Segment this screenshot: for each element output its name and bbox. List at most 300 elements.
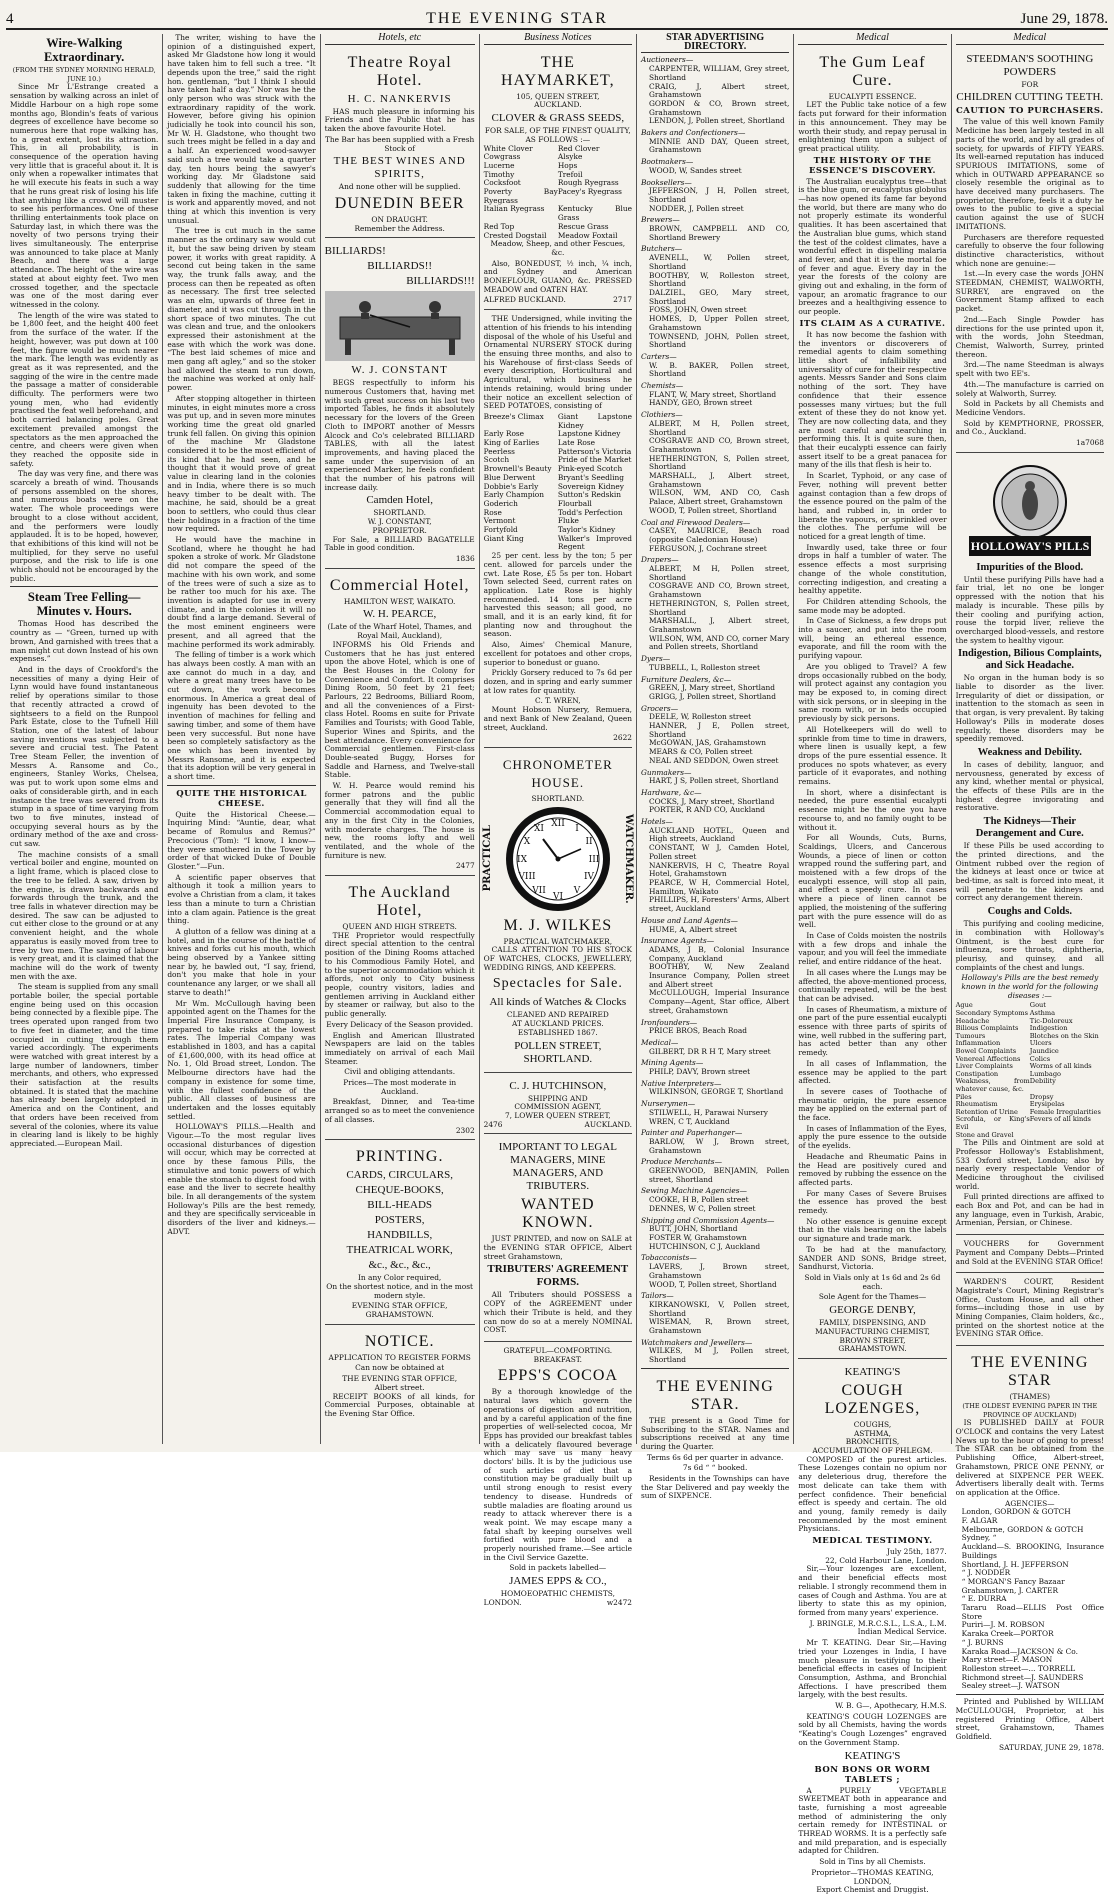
ad-text: HAMILTON WEST, WAIKATO.	[343, 596, 456, 606]
ad-text: In Scarlet, Typhoid, or any case of Fever, nothing will prevent better against contagion than a few drops of the essence poured on the palm of the hand, and rubbed in, in order to liberate the vapours, or sprinkled over the clothes. The perfume will be noticed for a great length of time.	[798, 471, 947, 542]
directory-category: Booksellers—	[640, 177, 692, 187]
seed-item: Red Top	[483, 221, 515, 231]
ad-text: BROWN STREET,	[839, 1335, 906, 1345]
ad-title: Camden Hotel,	[366, 494, 433, 507]
disease-item: Debility	[1029, 1077, 1056, 1086]
ad-title: THE EVENING STAR	[971, 1354, 1089, 1390]
directory-entry: HETHERINGTON, S, Pollen street, Shortland	[648, 598, 790, 617]
potato-item: Giant King	[483, 533, 524, 543]
ad-holloway	[956, 455, 1104, 1235]
ad-text: THE Undersigned, while inviting the attention of his friends to his intending disposal of the whole of his Useful and Ornamental NURSERY STOCK during the ensuing three months, and also to his Warehouse of first-class Seeds of every description, Horticultural and Agricultural, which business he intends retaining, would bring under their notice an excellent selection of SEED POTATOES, consisting of	[483, 314, 632, 411]
ad-text: EUCALYPTI ESSENCE.	[828, 91, 917, 101]
ad-printing	[325, 1142, 475, 1325]
svg-text:IV: IV	[583, 871, 594, 882]
column-header: Medical	[798, 34, 946, 45]
newspaper-title: THE EVENING STAR	[426, 10, 608, 27]
ad-sign: C. T. WREN,	[535, 696, 581, 706]
svg-text:X: X	[523, 836, 531, 847]
directory-entry: FERGUSON, J, Cochrane street	[648, 543, 767, 553]
disease-item: Fevers of all kinds	[1029, 1115, 1091, 1124]
ad-text: AUCKLAND.	[584, 1119, 632, 1129]
potato-item: Goderich	[483, 498, 518, 508]
seed-item: Lucerne	[483, 160, 515, 170]
ad-title: The Auckland Hotel,	[348, 884, 451, 920]
directory-category: Sewing Machine Agencies—	[640, 1186, 747, 1196]
ad-text: The Bar has been supplied with a Fresh Stock of	[324, 134, 475, 153]
seed-item: Poverty Bay Ryegrass	[483, 187, 558, 205]
seed-item: Pacey's Ryegrass	[557, 187, 622, 197]
ad-text: THEATRICAL WORK,	[346, 1244, 453, 1257]
ad-text: FOR	[1021, 79, 1039, 89]
ad-text: DUNEDIN BEER	[334, 194, 465, 212]
article-paragraph: Since Mr L'Estrange created a sensation by walking across an inlet of Middle Harbour on a high rope some months ago, Blondin's feats of various degrees of excellence have become so numerous here that rope walking has, to a great extent, lost its attraction. This, in all probability, is in consequence of the operation having very little that is graceful about it. It is only when a ropewalker intimates that he will execute his feats in such a way that he runs great risk of losing his life that anything like a crowd will muster to see his performances. One of these thrilling entertainments took place on Saturday last, in which there was the novelty of two persons trying their lives simultaneously. The enterprise was announced to take place at Manly Beach, and there was a large attendance. The height of the wire was stated at about eighty feet. Two men crossed together, and the spectacle was one of the most daring ever witnessed in the colony.	[10, 82, 159, 309]
potato-item: Pride of the Market	[557, 455, 632, 465]
disease-item: Venereal Affections	[955, 1054, 1021, 1063]
ad-vouchers	[956, 1237, 1104, 1273]
directory-entry: TUBBELL, L, Rolleston street	[648, 662, 760, 672]
ad-text: BRONCHITIS,	[845, 1437, 900, 1447]
disease-list	[956, 1002, 1104, 1139]
ad-title: NOTICE.	[364, 1332, 435, 1350]
ad-text: Sold by KEMPTHORNE, PROSSER, and Co., Auckland.	[955, 418, 1104, 437]
directory-entry: WILKES, M J, Pollen street, Shortland	[648, 1346, 790, 1365]
ad-text: Every Delicacy of the Season provided.	[326, 1019, 474, 1029]
disease-item: Tumours	[955, 1031, 986, 1040]
disease-item: Lumbago	[1029, 1069, 1062, 1078]
agent-entry: Rolleston street—... TORRELL	[961, 1663, 1076, 1673]
directory-entry: KIRKANOWSKI, V, Pollen street, Shortland	[648, 1299, 790, 1318]
ad-commercial-hotel	[325, 571, 475, 876]
ad-text: HANDBILLS,	[367, 1229, 433, 1242]
directory-entry: WILKINSON, GEORGE T, Shortland	[648, 1087, 784, 1097]
directory-entry: ALBERT, M H, Pollen street, Shortland	[648, 418, 790, 437]
divider	[956, 1694, 1104, 1695]
ad-text: Full printed directions are affixed to each Box and Pot, and can be had in any language, even in Turkish, Arabic, Armenian, Persian, or Chinese.	[955, 1192, 1104, 1228]
directory-entry: PRICE BROS, Beach Road	[648, 1026, 748, 1036]
column-5	[637, 32, 794, 1501]
ad-sign: ALFRED BUCKLAND.	[483, 295, 566, 305]
ad-text: Residents in the Townships can have the Star Delivered and pay weekly the sum of SIXPENCE.	[640, 1474, 790, 1501]
ad-text: Sole Agent for the Thames—	[818, 1292, 927, 1302]
disease-item: Blotches on the Skin	[1029, 1031, 1099, 1040]
ad-text: AUCKLAND.	[534, 100, 582, 110]
ad-text: Holloway's Pills are the best remedy known in the world for the following diseases :—	[961, 973, 1099, 1000]
potato-item: Early Rose	[483, 429, 525, 439]
disease-item: Secondary Symptoms	[955, 1009, 1029, 1018]
article-paragraph: Quite the Historical Cheese.—Inquiring Mind: “Auntie, dear, what became of Romulus and Remus?” Precocious ('Tom): “I know, I know—they were smothered in the Tower by order of that wicked Duke of Double Gloster.”—Fun.	[167, 809, 316, 871]
ad-text: JUST PRINTED, and now on SALE at the EVENING STAR OFFICE, Albert street Grahamstown,	[483, 1234, 632, 1261]
hygeia-seal-icon	[965, 462, 1095, 558]
ad-text: 7, LOWER QUEEN STREET,	[504, 1110, 611, 1120]
ad-name: M. J. WILKES	[503, 916, 613, 934]
ad-title: BILLIARDS!!	[367, 260, 433, 273]
directory-entry: FOSTER W, Grahamstown	[648, 1233, 747, 1242]
ad-text: Sir,—Your lozenges are excellent, and their beneficial effects most reliable. I strongly recommend them in cases of Cough and Asthma. You are at liberty to state this as my opinion, formed from many years' experience.	[798, 1564, 947, 1617]
ad-title: Spectacles for Sale.	[492, 976, 623, 992]
ad-text: Sold in Vials only at 1s 6d and 2s 6d each.	[804, 1273, 941, 1291]
directory-entry: LAVERS, J, Brown street, Grahamstown	[648, 1262, 790, 1280]
ad-epps-cocoa	[484, 1344, 632, 1612]
agent-entry: Grahamstown, J. CARTER	[961, 1585, 1059, 1595]
ad-text: SHORTLAND.	[373, 508, 426, 518]
svg-text:VI: VI	[552, 891, 563, 902]
ad-number: 2717	[613, 295, 632, 305]
seed-item: Italian Ryegrass	[483, 204, 545, 214]
seed-item: Trefoil	[557, 169, 583, 179]
directory-entry: WOOD, T, Pollen street, Shortland	[648, 1279, 777, 1289]
ad-text: In cases of Inflammation of the Eyes, apply the pure essence to the outside of the eyelids.	[798, 1123, 947, 1151]
seed-item: Kentucky Blue Grass	[557, 204, 632, 223]
disease-item: Headache	[955, 1016, 990, 1025]
ad-subtitle: Coughs and Colds.	[987, 906, 1072, 918]
ad-text: POLLEN STREET, SHORTLAND.	[514, 1039, 602, 1065]
ad-title: BILLIARDS!	[324, 245, 386, 258]
ad-title: STEEDMAN'S SOOTHING POWDERS	[966, 52, 1094, 78]
ad-text: CHEQUE-BOOKS,	[355, 1184, 444, 1197]
directory-entry: HART, J S, Pollen street, Shortland	[648, 776, 779, 786]
ad-text: GRAHAMSTOWN.	[838, 1344, 907, 1354]
directory-entry: BUTT, JOHN, Shortland	[648, 1224, 738, 1234]
article-title-wire-walking: Wire-Walking Extraordinary.	[44, 36, 125, 64]
ad-title: BILLIARDS!!!	[406, 275, 475, 288]
column-1	[6, 34, 163, 1444]
directory-entry: FLANT, W, Mary street, Shortland	[648, 389, 777, 399]
masthead	[6, 6, 1108, 30]
directory-category: Insurance Agents—	[640, 936, 715, 946]
potato-item: Pink-eyed Scotch	[557, 464, 623, 474]
disease-item: Colics	[1029, 1054, 1051, 1063]
disease-item: Worms of all kinds	[1029, 1062, 1092, 1071]
article-paragraph: He would have the machine in Scotland, where he thought he had spoken a stroke of work. Mr Gladstone did not compare the speed of the machine with his own work, and some of the trees were of such a size as to be rather too much for his axe. The invention is adapted for use in every climate, and in the colonies it will no doubt find a large demand. Several of the most eminent engineers were present, and all agreed that the machine performed its work admirably.	[167, 535, 316, 649]
article-paragraph: The day was very fine, and there was scarcely a breath of wind. Thousands of persons assembled on the shores, and numerous boats were on the water. The whole proceedings were brought to a close without accident, and the performers were loudly applauded. It is to be hoped, however, that exhibitions of this kind will not be multiplied, for they serve no useful purpose, and the risk to life is one which should not be encouraged by the public.	[10, 469, 159, 583]
article-paragraph: The machine consists of a small vertical boiler and engine, mounted on a light frame, which is placed close to the tree to be felled. A saw, driven by the engine, is drawn backwards and forwards through the trunk, and the tree falls in whatever direction may be desired. The saw can be adjusted to cut either close to the ground or at any convenient height, and the whole apparatus is easily moved from tree to tree by two men. The saving of labour is very great, and it is claimed that the machine will do the work of twenty men with the axe.	[10, 849, 159, 981]
svg-text:VII: VII	[532, 885, 546, 896]
ad-text: HOMOEOPATHIC CHEMISTS,	[500, 1589, 615, 1599]
ad-text: QUEEN AND HIGH STREETS.	[342, 922, 457, 932]
ad-warden	[956, 1275, 1104, 1346]
potato-item: Vermont	[483, 516, 516, 526]
ad-text: Remember the Address.	[354, 223, 445, 233]
article-paragraph: Mr Wm. McCullough having been appointed agent on the Thames for the Imperial Fire Insurance Company, is prepared to take risks at the lowest rates. The Imperial Company was established in 1803, and has a capital of £1,600,000, with its head office at No. 1, Old Broad street, London. The Melbourne directors have had the company in existence for some time, with the fullest confidence of the public. All classes of business are undertaken and the losses equitably settled.	[167, 998, 316, 1121]
ad-subtitle: Weakness and Debility.	[977, 746, 1082, 758]
ad-text: LONDON.	[483, 1597, 522, 1607]
seed-item: Rough Ryegrass	[557, 178, 619, 188]
directory-entry: WOOD, T, Pollen street, Shortland	[648, 505, 777, 515]
directory-entry: JEFFERSON, J H, Pollen street, Shortland	[648, 186, 790, 204]
directory-category: Ironfounders—	[640, 1017, 698, 1027]
disease-item: Ulcers	[1029, 1039, 1052, 1048]
disease-item: Indigestion	[1029, 1024, 1068, 1033]
agent-entry: London, GORDON & GOTCH	[961, 1507, 1071, 1517]
ad-text: VOUCHERS for Government Payment and Company Debts—Printed and Sold at the EVENING STAR Office!	[955, 1239, 1104, 1266]
ad-text: Can now be obtained at	[355, 1363, 445, 1373]
ad-text: HAS much pleasure in informing his Friends and the Public that he has taken the above favourite Hotel.	[324, 106, 475, 134]
directory-entry: GORDON & CO, Brown street, Grahamstown	[648, 98, 790, 117]
directory-entry: BARLOW, W J, Brown street, Grahamstown	[648, 1136, 790, 1155]
ad-text: Proprietor—THOMAS KEATING, LONDON,	[811, 1867, 934, 1886]
directory-category: Mining Agents—	[640, 1058, 704, 1068]
disease-item: Dropsy	[1029, 1092, 1054, 1101]
ad-text: COUGHS,	[853, 1419, 892, 1429]
ad-title: CHRONOMETER HOUSE.	[502, 756, 613, 790]
ad-text: The Pills and Ointment are sold at Professor Holloway's Establishment, 533 Oxford street, London; also by nearly every respectable Vendor of Medicine throughout the civilised world.	[955, 1138, 1104, 1191]
directory-category: Painter and Paperhanger—	[640, 1128, 743, 1138]
ad-text: Headache and Rheumatic Pains in the Head are positively cured and removed by rubbing the essence on the affected parts.	[798, 1151, 947, 1187]
article-paragraph: After stopping altogether in thirteen minutes, in eight minutes more a cross was put up, and in seven more minutes working time the great old gnarled trunk fell fallen. On giving this opinion of the machine Mr Gladstone considered it to be the most efficient of its kind that he had seen, and he thought that it would prove of great value in clearing land in the colonies and in India, where there is so much heavy timber to be dealt with. The machine, he said, should be a great boon to settlers, who could thus clear their holdings in a fraction of the time now required.	[167, 393, 316, 534]
ad-text: 2nd.—Each Single Powder has directions for the use printed upon it, with the words, John Steedman, Chemist, Walworth, Surrey, printed thereon.	[955, 314, 1104, 359]
ad-text: 22, Cold Harbour Lane, London.	[825, 1555, 947, 1565]
ad-text: Albert street.	[374, 1382, 425, 1392]
ad-text: THE present is a Good Time for Subscribing to the STAR. Names and subscriptions received at any time during the Quarter.	[640, 1415, 790, 1451]
disease-item: Erysipelas	[1029, 1100, 1065, 1109]
svg-text:XI: XI	[533, 823, 544, 834]
svg-text:III: III	[588, 854, 600, 865]
directory-entry: WILSON, WM, AND CO, corner Mary and Pollen streets, Shortland	[648, 633, 790, 652]
directory-category: Coal and Firewood Dealers—	[640, 517, 751, 527]
agent-entry: Shortland, J. H. JEFFERSON	[961, 1559, 1069, 1569]
ad-title: KEATING'S	[844, 1365, 901, 1378]
ad-text: FAMILY, DISPENSING, AND MANUFACTURING CHEMIST,	[815, 1318, 930, 1336]
directory-entry: CASEY, MAURICE, Beach road (opposite Caledonian House)	[648, 526, 790, 544]
ad-title: KEATING'S	[844, 1749, 901, 1762]
seed-item: Meadow Foxtail	[557, 230, 618, 240]
svg-text:II: II	[585, 836, 593, 847]
agent-entry: Karaka Road—JACKSON & Co.	[961, 1646, 1078, 1656]
directory-entry: PHILP, DAVY, Brown street	[648, 1067, 751, 1077]
ad-text: SHORTLAND.	[531, 793, 585, 803]
ad-subtitle: CAUTION TO PURCHASERS.	[955, 106, 1104, 117]
disease-item: Liver Complaints	[955, 1062, 1013, 1071]
ad-text: THE EVENING STAR OFFICE,	[342, 1374, 458, 1384]
column-3	[321, 34, 480, 1444]
ad-title: COUGH LOZENGES,	[824, 1381, 921, 1417]
directory-entry: WOOD, W, Sandes street	[648, 165, 742, 175]
ad-text: In Case of Sickness, a few drops put into a saucer, and put into the room will, being an ethereal essence, evaporate, and fill the room with the purifying vapour.	[798, 616, 947, 661]
directory-entry: BROWN, CAMPBELL AND CO, Shortland Brewery	[648, 224, 790, 242]
potato-item: Blue Derwent	[483, 472, 536, 482]
directory-entry: COCKS, J, Mary street, Shortland	[648, 796, 775, 806]
article-paragraph: The tree is cut much in the same manner as the ordinary saw would cut it, but the saw being driven by steam power, it works with great rapidity. A second cut being taken in the same way, the trunk falls away, and the process can then be repeated as often as necessary. The first tree selected was an elm, upwards of three feet in diameter, and it was cut through in the short space of two minutes. The cut was clean and true, and the onlookers expressed their astonishment at the ease with which the work was done. “The best laid schemes of mice and men gang aft agley,” and so the stoker had allowed the steam to run down, the machine was worked at only half-power.	[167, 226, 316, 393]
ad-title: Commercial Hotel,	[329, 576, 470, 594]
ad-text: Also, Aimes' Chemical Manure, excellent for potatoes and other crops, superior to bonedust or guano.	[483, 640, 632, 667]
agent-entry: Melbourne, GORDON & GOTCH	[961, 1524, 1084, 1534]
directory-entry: MINNIE AND DAY, Queen street, Grahamstown	[648, 136, 790, 155]
directory-entry: TOWNSEND, JOHN, Pollen street, Shortland	[648, 331, 790, 350]
ad-text: Prices—The most moderate in Auckland.	[343, 1078, 457, 1096]
ad-text: GRAHAMSTOWN.	[365, 1310, 434, 1320]
directory-entry: FOSS, JOHN, Owen street	[648, 305, 747, 315]
potato-item: Peerless	[483, 446, 515, 456]
potato-item: Breeze's Climax	[483, 411, 544, 421]
ad-name: C. J. HUTCHINSON,	[509, 1079, 607, 1092]
divider	[167, 785, 315, 786]
seed-item: Cowgrass	[483, 152, 521, 162]
ad-text: WARDEN'S COURT, Resident Magistrate's Court, Mining Registrar's Office, Custom House, and all other forms—including those in use by Mining Companies, Claim holders, &c., printed on the shortest notice at the EVENING STAR Office.	[955, 1277, 1104, 1339]
directory-entry: HUTCHINSON, C J, Auckland	[648, 1241, 761, 1251]
svg-text:IX: IX	[516, 854, 527, 865]
seed-item: Alsyke	[557, 152, 583, 162]
ad-text: English and American Illustrated Newspapers are laid on the tables immediately on arrival of each Mail Steamer.	[324, 1030, 475, 1066]
ad-text: WATCHMAKER.	[622, 813, 634, 904]
disease-item: Ague	[955, 1001, 973, 1010]
ad-text: W. H. Pearce would remind his former patrons and the public generally that they will find all the Commercial accommodation equal to any in the first City in the Colonies, with moderate charges. The house is new, the rooms lofty and well ventilated, and the whole of the furniture is new.	[324, 781, 475, 860]
ad-nursery	[484, 312, 632, 748]
ad-text: For all Wounds, Cuts, Burns, Scaldings, Ulcers, and Cancerous Wounds, a piece of linen or cotton wrapped round the suffering part, and moistened with a few drops of the eucalypti essence, will stop all pain, and effect a speedy cure. In cases where a piece of linen cannot be applied, the moistening of the suffering part with the pure essence will do as well.	[798, 833, 947, 930]
potato-item: Brownell's Beauty	[483, 464, 552, 474]
ad-auckland-hotel	[325, 878, 475, 1140]
potato-item: Taylor's Kidney	[557, 525, 616, 535]
ad-text: Breakfast, Dinner, and Tea-time arranged so as to meet the convenience of all classes.	[324, 1097, 475, 1124]
agent-entry: Richmond street—J. SAUNDERS	[961, 1672, 1084, 1682]
svg-text:XII: XII	[551, 818, 565, 829]
ad-evening-star-subscribe	[641, 1372, 789, 1507]
ad-name: W. J. CONSTANT	[351, 364, 448, 377]
potato-item: King of Earlies	[483, 438, 540, 448]
directory-category: Produce Merchants—	[640, 1157, 722, 1167]
disease-item: Piles	[955, 1092, 972, 1101]
disease-item: Stone and Gravel	[955, 1130, 1014, 1139]
disease-item: Gout	[1029, 1001, 1046, 1010]
seed-item: Crested Dogstail	[483, 230, 547, 240]
directory-entry: MEARS & CO, Pollen street	[648, 747, 753, 757]
ad-text: AGENCIES—	[1005, 1498, 1055, 1508]
ad-gum-leaf-cure	[798, 48, 946, 1359]
ad-text: In severe cases of Toothache of rheumatic origin, the pure essence may be applied on the external part of the face.	[798, 1086, 947, 1123]
ad-text: Mount Hobson Nursery, Remuera, and next Bank of New Zealand, Queen street, Auckland.	[483, 705, 632, 732]
ad-text: All Hotelkeepers will do well to sprinkle from time to time in drawers, where linen is usually kept, a few drops of the pure essential essence. It produces no spots whatever, as every particle of it evaporates, and nothing remains.	[798, 724, 947, 787]
section-title: QUITE THE HISTORICAL CHEESE.	[176, 788, 307, 809]
ad-text: For Children attending Schools, the same mode may be adopted.	[798, 596, 947, 615]
ad-subtitle: MEDICAL TESTIMONY.	[812, 1536, 933, 1547]
ad-text: PROPRIETOR.	[372, 525, 427, 535]
agent-entry: “ E. DURRA	[961, 1594, 1007, 1604]
article-paragraph: The felling of timber is a work which has always been costly. A man with an axe cannot do much in a day, and where a great many trees have to be cut down, the work becomes enormous. In America a great deal of ingenuity has been devoted to the invention of machines for felling and sawing timber, and some of them have been very successful. But none have been so completely satisfactory as the one which has been invented by Messrs Ransome, and it is expected that its adoption will be very general in a short time.	[167, 650, 316, 782]
ad-text: To be had at the manufactory, SANDER AND SONS, Bridge street, Sandhurst, Victoria.	[798, 1244, 947, 1272]
directory-entry: DALZIEL, GEO, Mary street, Shortland	[648, 287, 790, 306]
ad-subtitle: Indigestion, Bilious Complaints, and Sick Headache.	[958, 648, 1102, 672]
ad-name: H. C. NANKERVIS	[347, 92, 452, 105]
potato-item: Late Rose	[557, 438, 596, 448]
ad-subtitle: The Kidneys—Their Derangement and Cure.	[975, 816, 1084, 840]
ad-title: EPPS'S COCOA	[497, 1367, 618, 1385]
ad-text: AS FOLLOWS :—	[525, 134, 591, 144]
article-paragraph: Thomas Hood has described the country as — “Green, turned up with brown, And garnished with trees that a man might cut down Instead of his own expenses.”	[10, 619, 159, 664]
ad-subtitle: THE HISTORY OF THE ESSENCE'S DISCOVERY.	[808, 155, 937, 176]
directory-category: Native Interpreters—	[640, 1078, 722, 1088]
article-paragraph: The steam is supplied from any small portable boiler, the special portable engine being used on this occasion being connected by a flexible pipe. The trees operated upon ranged from two to five feet in diameter, and the time occupied in cutting through them varied accordingly. The experiments were watched with great interest by a large number of landowners, timber merchants, and others, who expressed their satisfaction at the results obtained. It is stated that the machine has already been largely adopted in America and on the Continent, and that orders have been received from several of the colonies, where its value in clearing land is likely to be highly appreciated.—European Mail.	[10, 982, 159, 1148]
agent-entry: Sydney, “	[961, 1533, 997, 1543]
directory-category: Medical—	[640, 1037, 679, 1047]
ad-billiards	[325, 240, 475, 568]
ad-text: In Case of Colds moisten the nostrils with a few drops and inhale the vapour, and you will feel the immediate relief, and entire riddance of the heat.	[798, 930, 947, 967]
ad-text: 1st.—In every case the words JOHN STEEDMAN, CHEMIST, WALWORTH, SURREY, are engraved on the Government Stamp affixed to each packet.	[955, 269, 1104, 314]
ad-text: In short, where a disinfectant is needed, the pure essential eucalypti essence might be the one you have recourse to, and no family ought to be without it.	[798, 787, 947, 832]
ad-text: IS PUBLISHED DAILY at FOUR O'CLOCK and contains the very Latest News up to the hour of going to press! The STAR can be obtained from the Publishing Office, Albert-street, Grahamstown, PRICE ONE PENNY, or delivered at SIXPENCE PER WEEK. Advertisers liberally dealt with. Terms on application at the Office.	[955, 1418, 1104, 1497]
page-number: 4	[6, 11, 14, 27]
article-paragraph: HOLLOWAY'S PILLS.—Health and Vigour.—To the most regular lives occasional disturbances of digestion will occur, which may be corrected at once by these famous Pills, the stimulative and tonic powers of which enable the stomach to digest food with ease and the liver to secrete healthy bile. In all derangements of the system Holloway's Pills are the best remedy, and they are specifically serviceable in disorders of the liver and kidneys.—ADVT.	[167, 1122, 316, 1236]
ad-text: PRACTICAL WATCHMAKER,	[503, 936, 613, 946]
potato-item: Bryant's Seedling	[557, 472, 625, 482]
ad-text: Meadow, Sheep, and other Fescues, &c.	[490, 239, 626, 257]
directory-category: Watchmakers and Jewellers—	[640, 1337, 753, 1347]
directory-entry: CONSTANT, W J, Camden Hotel, Pollen street	[648, 843, 790, 861]
directory-entry: DENNES, W C, Pollen street	[648, 1203, 756, 1213]
ad-text: INFORMS his Old Friends and Customers that he has just entered upon the above Hotel, which is one of the Best Houses in the Colony for Convenience and Comfort. It comprises Dining Room, 50 feet by 21 feet; Parlours, 22 Bedrooms, Billiard Room, and all the conveniences of a First-class Hotel. Rooms en suite for Private Families and Tourists; with Good Table, Superior Wines and Spirits, and the best attendance. Every convenience for Commercial gentlemen. First-class Double-seated Buggy, Horses for Saddle and Harness, and Twelve-stall Stable.	[324, 639, 475, 780]
agent-entry: F. ALGAR	[961, 1516, 998, 1526]
potato-item: Giant Lapstone Kidney	[557, 411, 632, 430]
potato-list	[484, 413, 632, 552]
disease-item: Scrofula, or King's Evil	[955, 1115, 1030, 1131]
ad-text: 4th.—The manufacture is carried on solely at Walworth, Surrey.	[955, 379, 1104, 398]
directory-entry: NEAL AND SEDDON, Owen street	[648, 755, 779, 765]
directory-category: Bootmakers—	[640, 157, 694, 167]
seed-item: Red Clover	[557, 143, 600, 153]
holloway-banner-text: HOLLOWAY'S PILLS	[970, 538, 1090, 553]
ad-text: ACCUMULATION OF PHLEGM.	[812, 1446, 933, 1456]
ad-text: Sold in Packets by all Chemists and Medicine Vendors.	[955, 399, 1104, 417]
ad-text: COMPOSED of the purest articles. These Lozenges contain no opium nor any deleterious drug, therefore the most delicate can take them with perfect confidence. Their beneficial effect is speedy and certain. The old and young, family remedy is daily recommended by the most eminent Physicians.	[798, 1454, 947, 1534]
ad-text: Sold in packets labelled—	[509, 1563, 607, 1573]
ad-number: 2302	[455, 1125, 475, 1135]
ad-text: (THE OLDEST EVENING PAPER IN THE PROVINCE OF AUCKLAND)	[962, 1401, 1098, 1419]
seed-item: Cocksfoot	[483, 178, 521, 188]
disease-item: Weakness, from whatever cause, &c.	[955, 1077, 1030, 1093]
potato-item: Todd's Perfection	[557, 507, 623, 517]
directory-entry: AVENELL, W, Pollen street, Shortland	[648, 253, 790, 271]
ad-text: PRACTICAL	[481, 825, 493, 892]
agent-entry: “ MORGAN'S Fancy Bazaar	[961, 1576, 1065, 1586]
ad-theatre-royal	[325, 48, 475, 239]
ad-text: By a thorough knowledge of the natural laws which govern the operations of digestion and nutrition, and by a careful application of the fine properties of well-selected cocoa, Mr Epps has provided our breakfast tables with a delicately flavoured beverage which may save us many heavy doctors' bills. It is by the judicious use of such articles of diet that a constitution may be gradually built up until strong enough to resist every tendency to disease. Hundreds of subtle maladies are floating around us ready to attack wherever there is a weak point. We may escape many a fatal shaft by keeping ourselves well fortified with pure blood and a properly nourished frame.—See article in the Civil Service Gazette.	[483, 1387, 632, 1562]
potato-item: Walker's Improved Regent	[557, 533, 632, 552]
potato-item: Sutton's Redskin	[557, 490, 622, 500]
directory-category: Bakers and Confectioners—	[640, 128, 746, 138]
ad-text: POSTERS,	[374, 1214, 425, 1227]
directory-category: Clothiers—	[640, 410, 683, 420]
directory-entry: GRIGG, J, Pollen street, Shortland	[648, 691, 776, 701]
directory-entry: WILSON, WM, AND CO, Cash Palace, Albert street, Grahamstown	[648, 488, 790, 507]
column-2	[163, 34, 320, 1444]
holloway-seal	[956, 462, 1104, 558]
ad-sign: J. BRINGLE, M.R.C.S.L., L.S.A., L.M. Indian Medical Service.	[809, 1618, 947, 1637]
directory-category: Brewers—	[640, 215, 680, 225]
directory-category: Hardware, &c—	[640, 787, 702, 797]
seed-item: White Clover	[483, 143, 533, 153]
ad-text: The Australian eucalyptus tree—that is the blue gum, or eucalyptus globulus—has now opened its fame far beyond the world, but there are many who do not properly estimate its wonderful qualities. It has been ascertained that the Australian blue gums, which stand the test of the coldest climates, have a wonderful effect in dispelling malaria and fever, and that it is the mortal foe of fever and ague. Every day in the year the forests of the colony are giving out and exhaling, in the form of vapour, an aromatic fragrance to our breezes and a healthgiving essence to our people.	[798, 176, 947, 317]
ad-text: Mr T. KEATING. Dear Sir,—Having tried your Lozenges in India, I have much pleasure in testifying to their beneficial effects in cases of Incipient Consumption, Asthma, and Bronchial Affections. I have prescribed them largely, with the best results.	[798, 1638, 947, 1700]
ad-text: FOR SALE, OF THE FINEST QUALITY,	[484, 126, 631, 136]
disease-item: Inflammation	[955, 1039, 1001, 1048]
agent-entry: “ J. BURNS	[961, 1637, 1004, 1647]
directory-entry: GREENWOOD, BENJAMIN, Pollen street, Shortland	[648, 1166, 790, 1184]
ad-text: Civil and obliging attendants.	[344, 1067, 456, 1077]
ad-number: w2472	[606, 1597, 632, 1607]
directory-category: Carters—	[640, 351, 677, 361]
ad-title: The Gum Leaf Cure.	[819, 53, 926, 89]
directory-entry: ALBERT, M H, Pollen street, Shortland	[648, 564, 790, 582]
ad-number: 2476	[483, 1119, 503, 1129]
ad-text: KEATING'S COUGH LOZENGES are sold by all Chemists, having the words “Keating's Cough Lozenges” engraved on the Government Stamp.	[798, 1711, 947, 1747]
ad-title: PRINTING.	[355, 1148, 444, 1166]
directory-category: Auctioneers—	[640, 55, 694, 65]
directory-category: Dyers—	[640, 654, 671, 664]
disease-item: Tic-Doloreux	[1029, 1016, 1073, 1025]
svg-text:V: V	[573, 885, 581, 896]
ad-name: W. H. PEARCE,	[363, 608, 437, 621]
ad-text: W. J. CONSTANT,	[367, 517, 432, 527]
ad-subtitle: Impurities of the Blood.	[976, 561, 1084, 573]
ad-text: In all cases of Inflammation, the essence may be applied to the part affected.	[798, 1058, 947, 1086]
